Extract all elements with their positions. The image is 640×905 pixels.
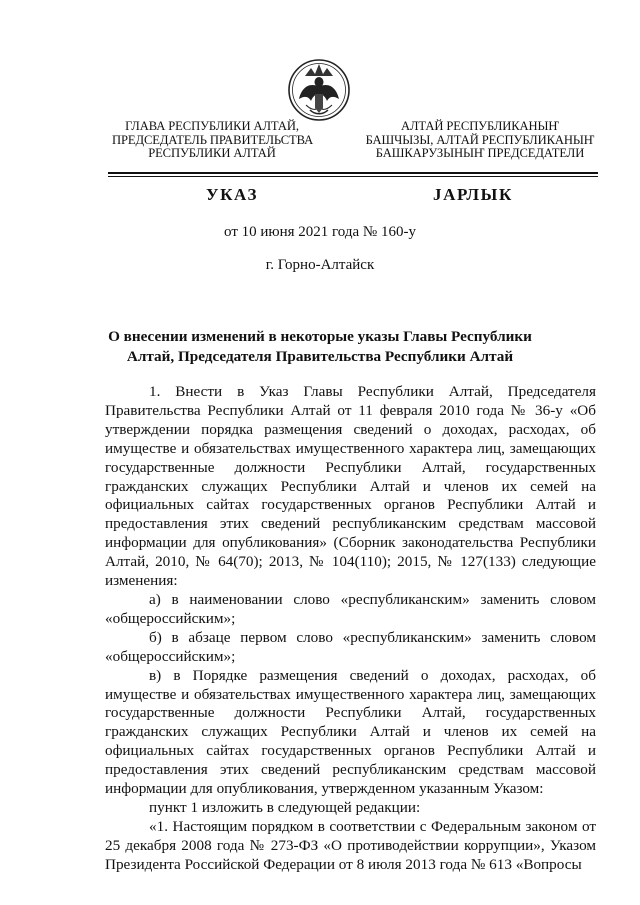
header-divider-thick <box>108 172 598 174</box>
body-paragraph: а) в наименовании слово «республиканским» заменить словом «общероссийским»; <box>105 590 596 627</box>
header-left-line: ГЛАВА РЕСПУБЛИКИ АЛТАЙ, <box>125 119 299 133</box>
header-right-line: БАШКАРУЗЫНЫҤ ПРЕДСЕДАТЕЛИ <box>375 146 585 161</box>
decree-city: г. Горно-Алтайск <box>265 257 375 273</box>
body-paragraph: «1. Настоящим порядком в соответствии с Федеральным законом от 25 декабря 2008 года № 273-ФЗ «О противодействии коррупции», Указом Президента Российской Федерации от 8 июля 2013 года № 613 «Вопросы <box>105 817 596 873</box>
header-divider-thin <box>108 176 598 177</box>
doc-type-russian: УКАЗ <box>206 185 259 204</box>
document-title-line: О внесении изменений в некоторые указы Главы Республики <box>108 328 532 345</box>
header-right-block <box>354 120 606 161</box>
decree-date-number: от 10 июня 2021 года № 160-у <box>224 224 416 240</box>
body-paragraph: пункт 1 изложить в следующей редакции: <box>149 798 421 816</box>
document-body <box>105 383 596 875</box>
header-right-line: БАШЧЫЗЫ, АЛТАЙ РЕСПУБЛИКАНЫҤ <box>365 132 595 147</box>
document-title <box>0 327 640 366</box>
doc-type-altai: JАРЛЫК <box>433 185 513 204</box>
coat-of-arms-emblem <box>285 52 353 128</box>
document-title-line: Алтай, Председателя Правительства Республики Алтай <box>126 347 514 365</box>
body-paragraph: 1. Внести в Указ Главы Республики Алтай, Председателя Правительства Республики Алтай от 11 февраля 2010 года № 36-у «Об утверждении порядка размещения сведений о доходах, расходах, об имуществе и обязательствах имущественного характера лиц, замещающих государственные должности Республики Алтай, государственных гражданских служащих Республики Алтай и членов их семей на официальных сайтах государственных органов Республики Алтай и предоставления этих сведений республиканским средствам массовой информации для опубликования» (Сборник законодательства Республики Алтай, 2010, № 64(70); 2013, № 104(110); 2015, № 127(133) следующие изменения: <box>105 383 596 590</box>
header-left-line: РЕСПУБЛИКИ АЛТАЙ <box>148 146 276 161</box>
header-right-line: АЛТАЙ РЕСПУБЛИКАНЫҤ <box>400 119 560 133</box>
body-paragraph: в) в Порядке размещения сведений о доходах, расходах, об имуществе и обязательствах имущественного характера лиц, замещающих государственные должности Республики Алтай, государственных гражданских служащих Республики Алтай и членов их семей на официальных сайтах государственных органов Республики Алтай и предоставления этих сведений республиканским средствам массовой информации для опубликования, утвержденном указанным Указом: <box>105 666 596 798</box>
header-left-line: ПРЕДСЕДАТЕЛЬ ПРАВИТЕЛЬСТВА <box>112 132 314 147</box>
header-left-block <box>112 120 312 161</box>
body-paragraph: б) в абзаце первом слово «республиканским» заменить словом «общероссийским»; <box>105 628 596 665</box>
